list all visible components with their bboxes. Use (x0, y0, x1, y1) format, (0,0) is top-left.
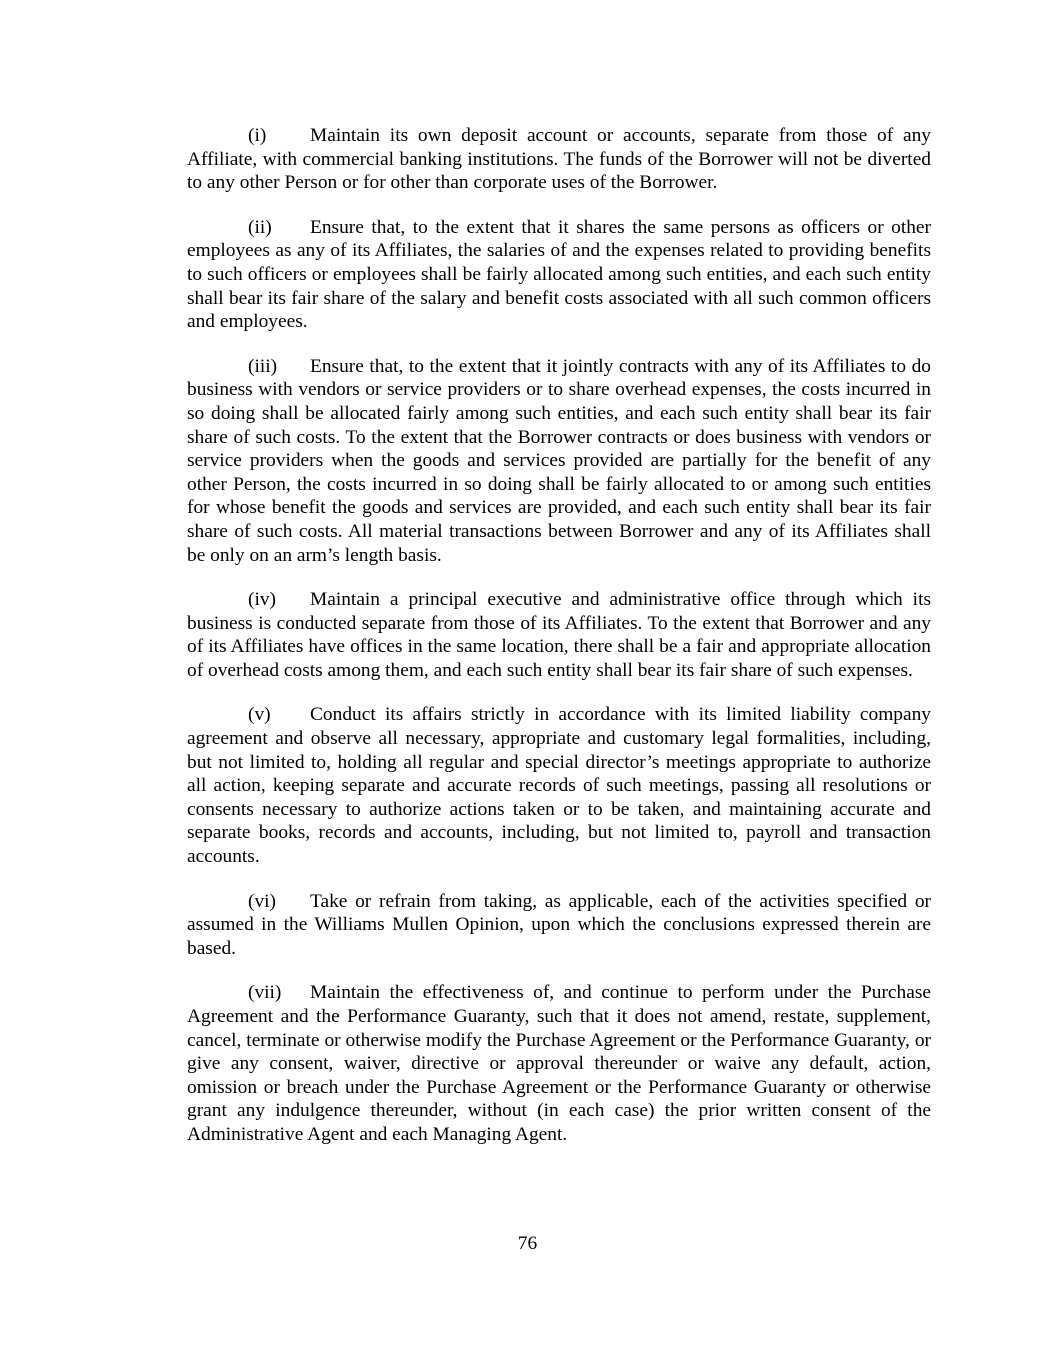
paragraph-number: (iii) (248, 355, 278, 377)
paragraph-ii (187, 216, 931, 334)
document-body (187, 124, 931, 1168)
paragraph-text: Take or refrain from taking, as applicable, each of the activities specified or assumed in the Williams Mullen Opinion, upon which the conclusions expressed therein are based. (187, 890, 931, 959)
paragraph-iv (187, 588, 931, 682)
paragraph-text: Maintain the effectiveness of, and continue to perform under the Purchase Agreement and the Performance Guaranty, such that it does not amend, restate, supplement, cancel, terminate or otherwise modify the Purchase Agreement or the Performance Guaranty, or give any consent, waiver, directive or approval thereunder or waive any default, action, omission or breach under the Purchase Agreement or the Performance Guaranty or otherwise grant any indulgence thereunder, without (in each case) the prior written consent of the Administrative Agent and each Managing Agent. (187, 982, 931, 1145)
paragraph-i (187, 124, 931, 195)
paragraph-text: Conduct its affairs strictly in accordance with its limited liability company agreement and observe all necessary, appropriate and customary legal formalities, including, but not limited to, holding all regular and special director’s meetings appropriate to authorize all action, keeping separate and accurate records of such meetings, passing all resolutions or consents necessary to authorize actions taken or to be taken, and maintaining accurate and separate books, records and accounts, including, but not limited to, payroll and transaction accounts. (187, 704, 931, 868)
paragraph-number: (i) (248, 125, 267, 146)
paragraph-number: (ii) (248, 216, 272, 238)
page-number: 76 (517, 1233, 538, 1254)
paragraph-text: Maintain a principal executive and administrative office through which its business is conducted separate from those of its Affiliates. To the extent that Borrower and any of its Affiliates have offices in the same location, there shall be a fair and appropriate allocation of overhead costs among them, and each such entity shall bear its fair share of such expenses. (187, 589, 931, 681)
paragraph-number: (vi) (248, 890, 276, 912)
paragraph-text: Ensure that, to the extent that it shares the same persons as officers or other employees as any of its Affiliates, the salaries of and the expenses related to providing benefits to such officers or employees shall be fairly allocated among such entities, and each such entity shall bear its fair share of the salary and benefit costs associated with all such common officers and employees. (187, 216, 931, 333)
paragraph-text: Ensure that, to the extent that it jointly contracts with any of its Affiliates to do business with vendors or service providers or to share overhead expenses, the costs incurred in so doing shall be allocated fairly among such entities, and each such entity shall bear its fair share of such costs. To the extent that the Borrower contracts or does business with vendors or service providers when the goods and services provided are partially for the benefit of any other Person, the costs incurred in so doing shall be fairly allocated to or among such entities for whose benefit the goods and services are provided, and each such entity shall bear its fair share of such costs. All material transactions between Borrower and any of its Affiliates shall be only on an arm’s length basis. (187, 355, 931, 566)
paragraph-vi (187, 890, 931, 961)
paragraph-number: (v) (248, 704, 271, 726)
paragraph-v (187, 703, 931, 868)
paragraph-number: (vii) (248, 982, 282, 1004)
paragraph-number: (iv) (248, 589, 276, 611)
paragraph-vii (187, 981, 931, 1146)
paragraph-iii (187, 355, 931, 567)
paragraph-text: Maintain its own deposit account or accounts, separate from those of any Affiliate, with commercial banking institutions. The funds of the Borrower will not be diverted to any other Person or for other than corporate uses of the Borrower. (187, 125, 931, 194)
